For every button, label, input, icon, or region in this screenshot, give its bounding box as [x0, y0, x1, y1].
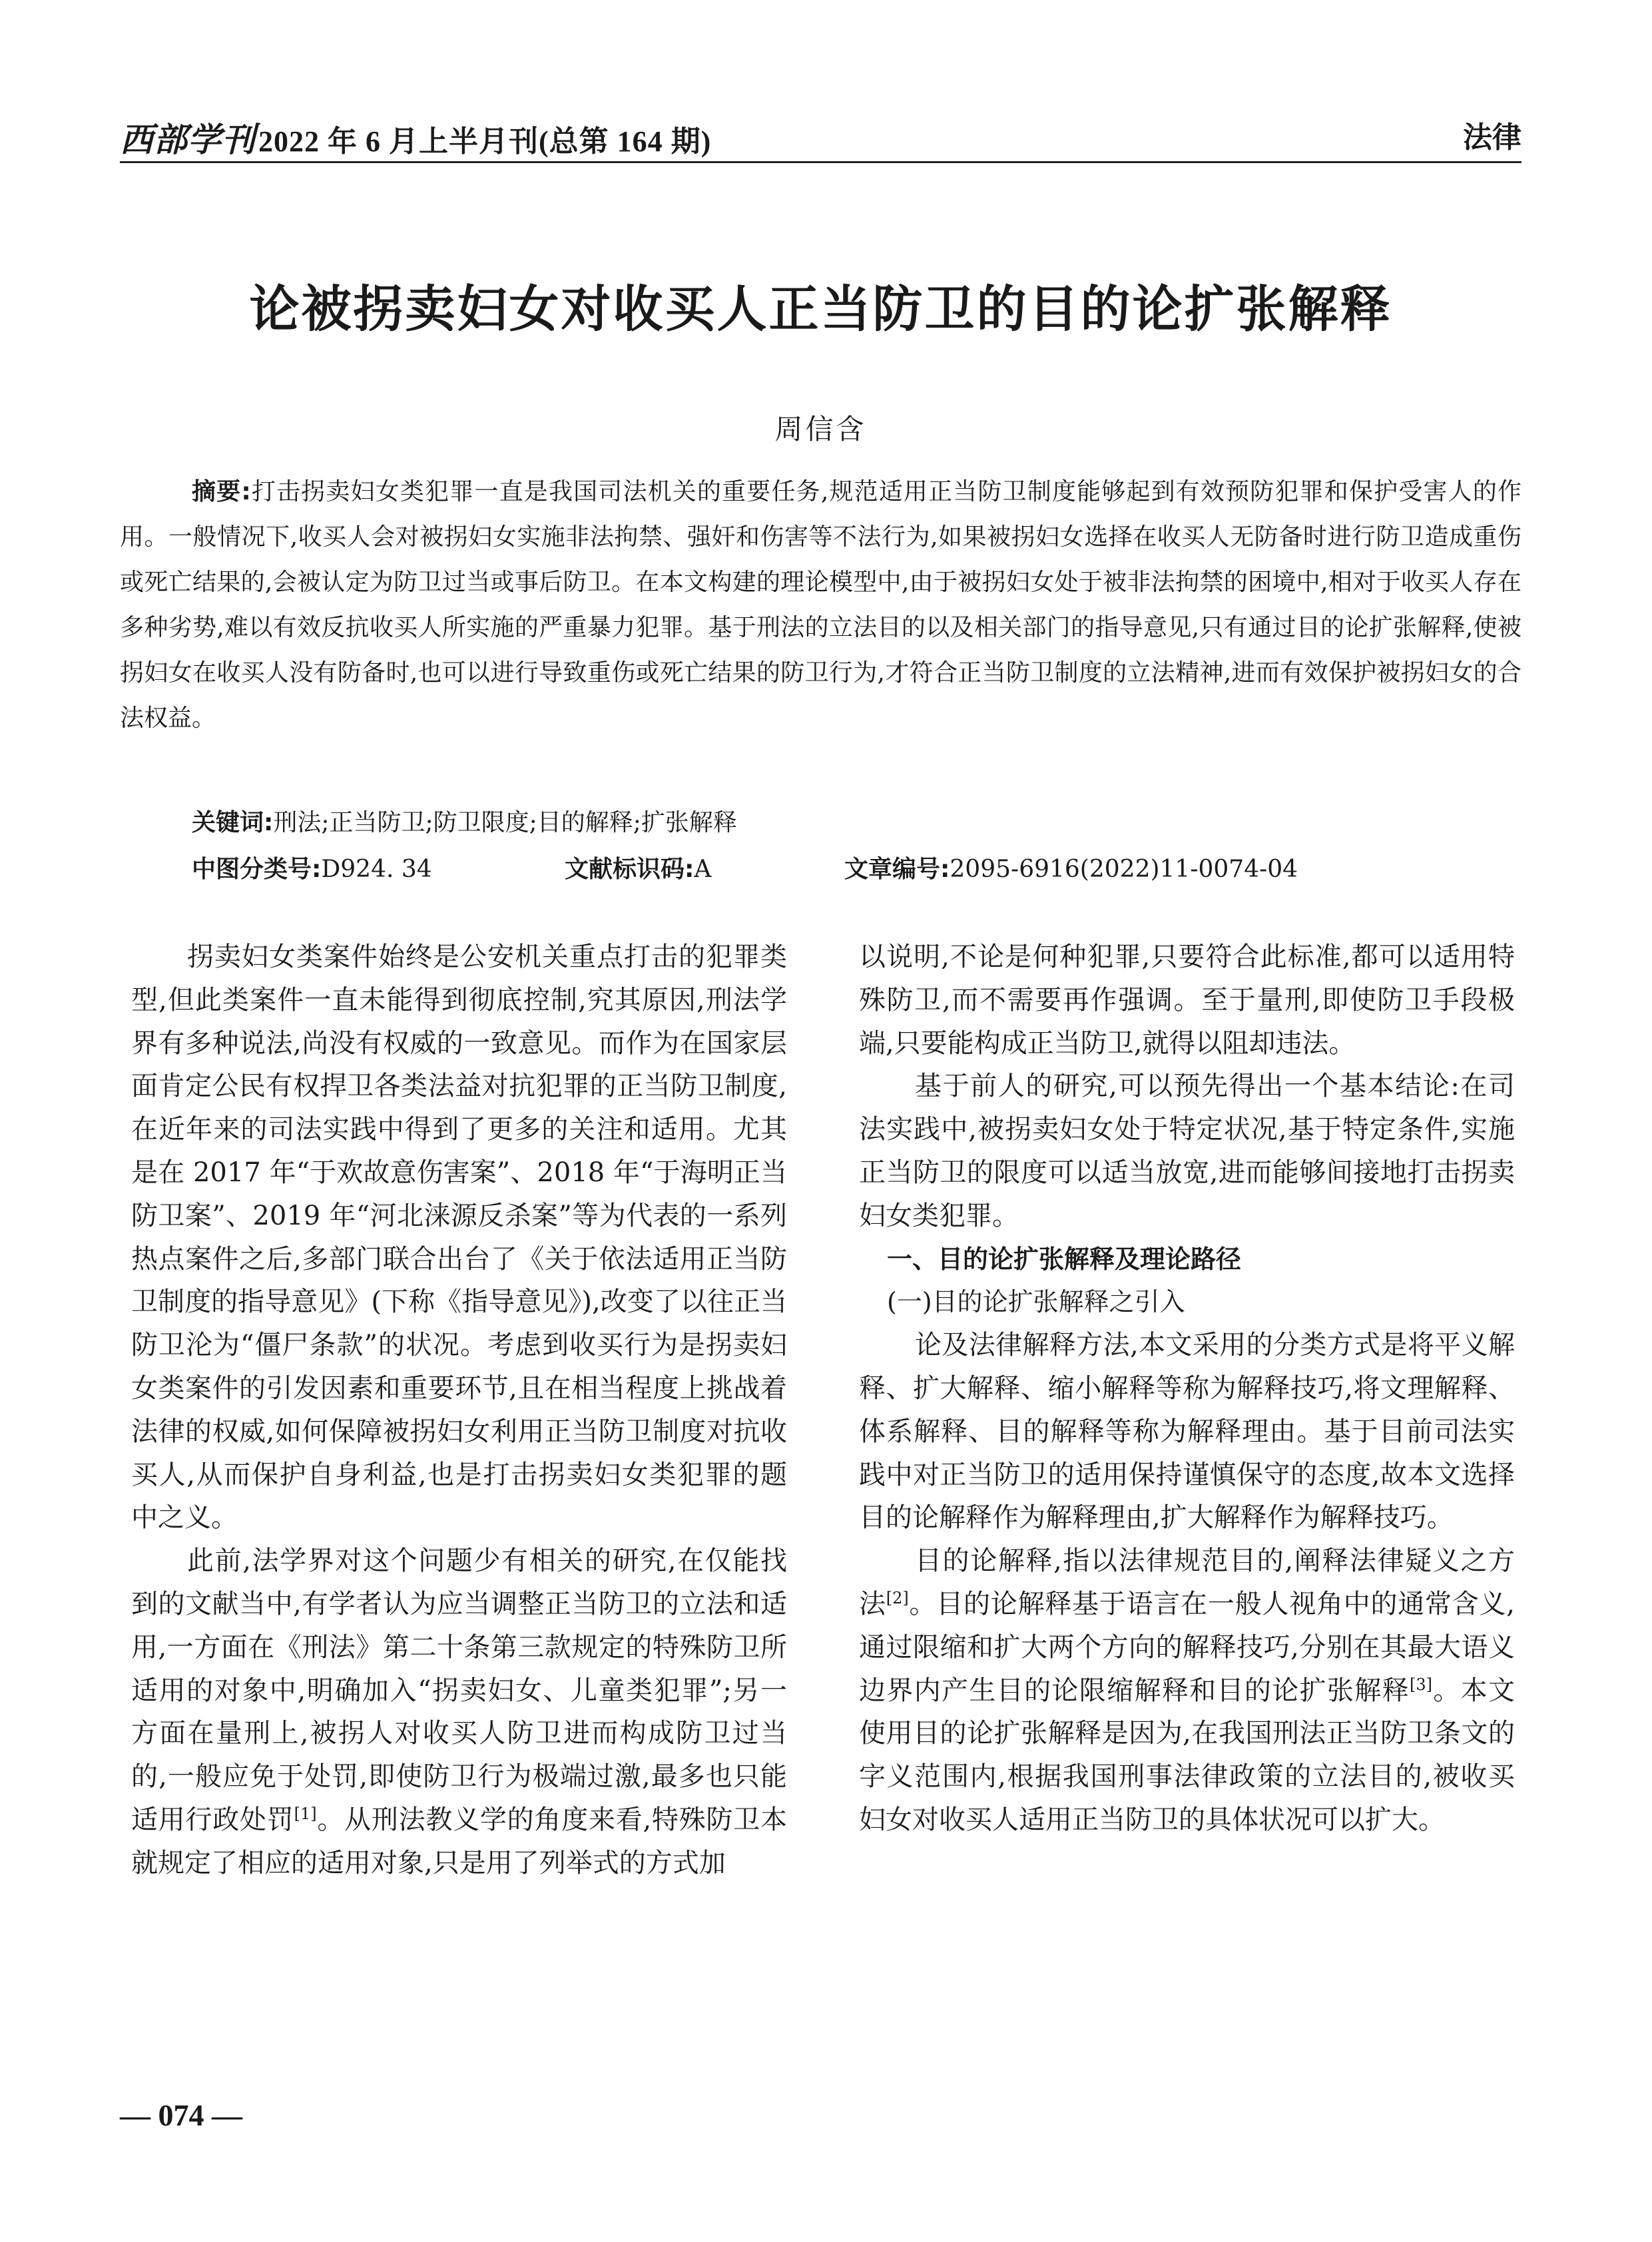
keywords	[192, 804, 737, 838]
section-label: 法律	[1463, 121, 1521, 154]
clc-label: 中图分类号:	[192, 856, 322, 883]
header-divider	[120, 161, 1521, 163]
body-paragraph: 拐卖妇女类案件始终是公安机关重点打击的犯罪类型,但此类案件一直未能得到彻底控制,究其原因,刑法学界有多种说法,尚没有权威的一致意见。而作为在国家层面肯定公民有权捍卫各类法益对抗犯罪的正当防卫制度,在近年来的司法实践中得到了更多的关注和适用。尤其是在 2017 年“于欢故意伤害案”、2018 年“于海明正当防卫案”、2019 年“河北涞源反杀案”等为代表的一系列热点案件之后,多部门联合出台了《关于依法适用正当防卫制度的指导意见》(下称《指导意见》),改变了以往正当防卫沦为“僵尸条款”的状况。考虑到收买行为是拐卖妇女类案件的引发因素和重要环节,且在相当程度上挑战着法律的权威,如何保障被拐妇女利用正当防卫制度对抗收买人,从而保护自身利益,也是打击拐卖妇女类犯罪的题中之义。	[131, 942, 787, 1534]
abstract	[120, 469, 1521, 741]
abstract-label: 摘要:	[192, 478, 251, 505]
doc-code-label: 文献标识码:	[565, 856, 694, 883]
journal-header	[120, 113, 711, 161]
issue-info: 2022 年 6 月上半月刊(总第 164 期)	[258, 125, 712, 158]
article-number-value: 2095-6916(2022)11-0074-04	[950, 856, 1298, 883]
subsection-heading: (一)目的论扩张解释之引入	[887, 1287, 1185, 1317]
body-paragraph: 基于前人的研究,可以预先得出一个基本结论:在司法实践中,被拐卖妇女处于特定状况,基于特定条件,实施正当防卫的限度可以适当放宽,进而能够间接地打击拐卖妇女类犯罪。	[859, 1071, 1515, 1231]
body-paragraph: 论及法律解释方法,本文采用的分类方式是将平义解释、扩大解释、缩小解释等称为解释技巧,将文理解释、体系解释、目的解释等称为解释理由。基于目前司法实践中对正当防卫的适用保持谨慎保守的态度,故本文选择目的论解释作为解释理由,扩大解释作为解释技巧。	[859, 1330, 1515, 1534]
doc-code-value: A	[694, 856, 712, 883]
body-paragraph: 此前,法学界对这个问题少有相关的研究,在仅能找到的文献当中,有学者认为应当调整正当防卫的立法和适用,一方面在《刑法》第二十条第三款规定的特殊防卫所适用的对象中,明确加入“拐卖妇女、儿童类犯罪”;另一方面在量刑上,被拐人对收买人防卫进而构成防卫过当的,一般应免于处罚,即使防卫行为极端过激,最多也只能适用行政处罚[1]。从刑法教义学的角度来看,特殊防卫本就规定了相应的适用对象,只是用了列举式的方式加	[131, 1545, 788, 1878]
keywords-label: 关键词:	[192, 809, 274, 836]
clc-number	[192, 850, 432, 884]
keywords-text: 刑法;正当防卫;防卫限度;目的解释;扩张解释	[273, 809, 737, 836]
citation-ref: [3]	[1409, 1675, 1432, 1694]
author-name: 周信含	[774, 413, 867, 445]
body-paragraph: 目的论解释,指以法律规范目的,阐释法律疑义之方法[2]。目的论解释基于语言在一般人视角中的通常含义,通过限缩和扩大两个方向的解释技巧,分别在其最大语义边界内产生目的论限缩解释和目的论扩张解释[3]。本文使用目的论扩张解释是因为,在我国刑法正当防卫条文的字义范围内,根据我国刑事法律政策的立法目的,被收买妇女对收买人适用正当防卫的具体状况可以扩大。	[859, 1545, 1515, 1835]
body-column-left	[131, 936, 787, 1885]
citation-ref: [2]	[886, 1588, 909, 1607]
citation-ref: [1]	[294, 1804, 317, 1823]
page-number: — 074 —	[120, 2098, 242, 2132]
body-column-right	[859, 936, 1515, 1842]
document-code	[565, 850, 711, 884]
section-heading: 一、目的论扩张解释及理论路径	[887, 1244, 1242, 1274]
article-number-label: 文章编号:	[844, 856, 950, 883]
article-number	[844, 850, 1298, 884]
body-paragraph: 以说明,不论是何种犯罪,只要符合此标准,都可以适用特殊防卫,而不需要再作强调。至于量刑,即使防卫手段极端,只要能构成正当防卫,就得以阻却违法。	[859, 942, 1515, 1059]
article-title: 论被拐卖妇女对收买人正当防卫的目的论扩张解释	[249, 280, 1392, 338]
abstract-text: 打击拐卖妇女类犯罪一直是我国司法机关的重要任务,规范适用正当防卫制度能够起到有效预防犯罪和保护受害人的作用。一般情况下,收买人会对被拐妇女实施非法拘禁、强奸和伤害等不法行为,如果被拐妇女选择在收买人无防备时进行防卫造成重伤或死亡结果的,会被认定为防卫过当或事后防卫。在本文构建的理论模型中,由于被拐妇女处于被非法拘禁的困境中,相对于收买人存在多种劣势,难以有效反抗收买人所实施的严重暴力犯罪。基于刑法的立法目的以及相关部门的指导意见,只有通过目的论扩张解释,使被拐妇女在收买人没有防备时,也可以进行导致重伤或死亡结果的防卫行为,才符合正当防卫制度的立法精神,进而有效保护被拐妇女的合法权益。	[120, 478, 1521, 732]
journal-logo: 西部学刊	[120, 121, 256, 158]
clc-value: D924. 34	[321, 856, 432, 883]
